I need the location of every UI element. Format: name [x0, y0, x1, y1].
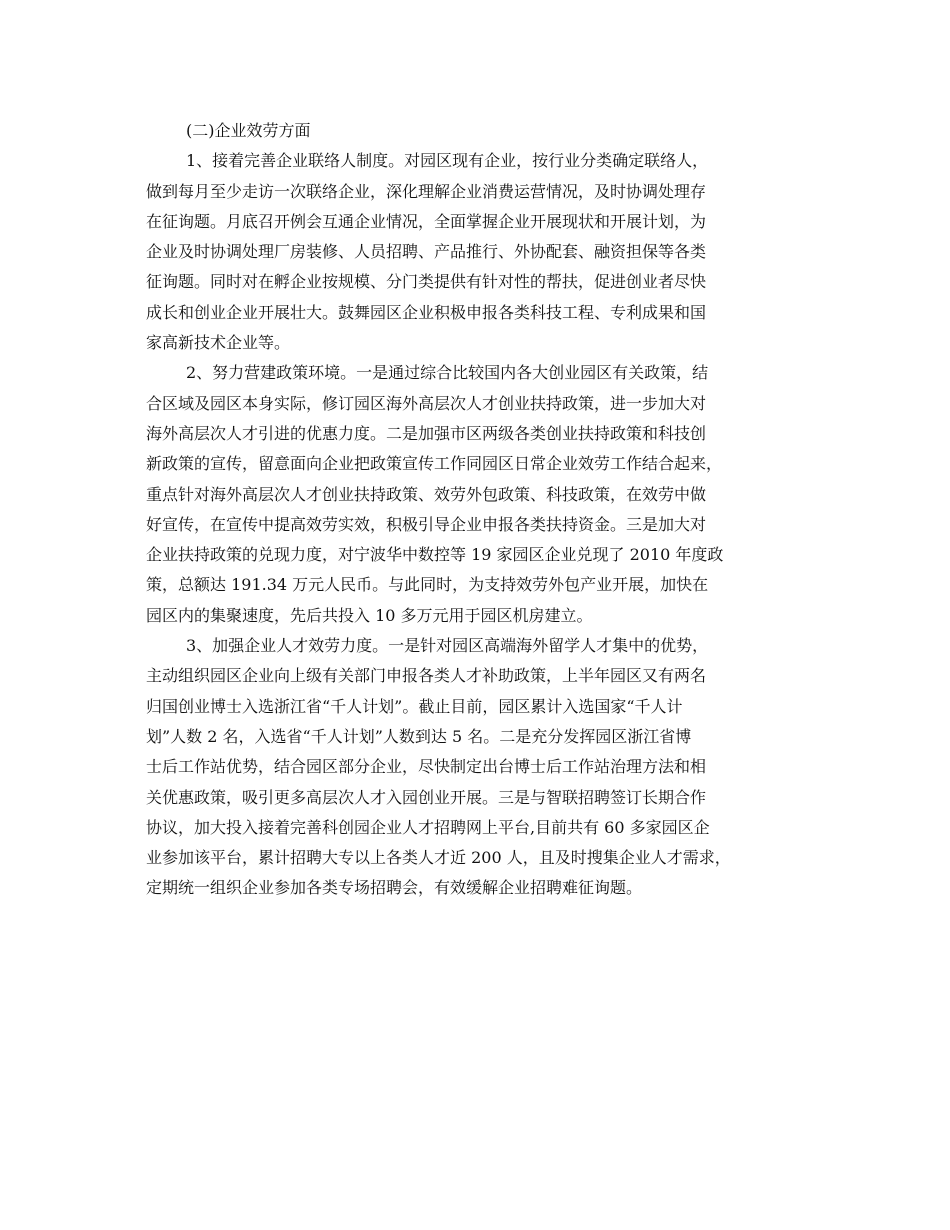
- section-heading: (二)企业效劳方面: [186, 121, 311, 140]
- paragraph-2-line: 2、努力营建政策环境。一是通过综合比较国内各大创业园区有关政策，结: [186, 363, 709, 383]
- paragraph-2-line: 重点针对海外高层次人才创业扶持政策、效劳外包政策、科技政策，在效劳中做: [146, 484, 707, 504]
- paragraph-3-line: 主动组织园区企业向上级有关部门申报各类人才补助政策，上半年园区又有两名: [146, 666, 707, 686]
- paragraph-2-line: 园区内的集聚速度，先后共投入 10 多万元用于园区机房建立。: [146, 605, 593, 625]
- paragraph-1-line: 在征询题。月底召开例会互通企业情况，全面掌握企业开展现状和开展计划，为: [146, 211, 707, 231]
- paragraph-1-line: 成长和创业企业开展壮大。鼓舞园区企业积极申报各类科技工程、专利成果和国: [146, 302, 707, 322]
- paragraph-2-line: 合区域及园区本身实际，修订园区海外高层次人才创业扶持政策，进一步加大对: [146, 393, 707, 413]
- paragraph-1-line: 做到每月至少走访一次联络企业，深化理解企业消费运营情况，及时协调处理存: [146, 181, 707, 201]
- paragraph-2-line: 好宣传，在宣传中提高效劳实效，积极引导企业申报各类扶持资金。三是加大对: [146, 514, 707, 534]
- paragraph-1-line: 1、接着完善企业联络人制度。对园区现有企业，按行业分类确定联络人，: [186, 151, 709, 171]
- paragraph-2-line: 新政策的宣传，留意面向企业把政策宣传工作同园区日常企业效劳工作结合起来，: [146, 454, 723, 474]
- paragraph-3-line: 士后工作站优势，结合园区部分企业，尽快制定出台博士后工作站治理方法和相: [146, 757, 707, 777]
- document-body: [146, 116, 796, 904]
- paragraph-1-line: 企业及时协调处理厂房装修、人员招聘、产品推行、外协配套、融资担保等各类: [146, 242, 707, 262]
- paragraph-3-line: 归国创业博士入选浙江省“千人计划”。截止目前，园区累计入选国家“千人计: [146, 696, 683, 716]
- paragraph-3-line: 定期统一组织企业参加各类专场招聘会，有效缓解企业招聘难征询题。: [146, 878, 643, 898]
- paragraph-3-line: 关优惠政策，吸引更多高层次人才入园创业开展。三是与智联招聘签订长期合作: [146, 787, 707, 807]
- paragraph-3-line: 划”人数 2 名，入选省“千人计划”人数到达 5 名。二是充分发挥园区浙江省博: [146, 726, 692, 746]
- paragraph-3-line: 协议，加大投入接着完善科创园企业人才招聘网上平台,目前共有 60 多家园区企: [146, 817, 710, 837]
- paragraph-1-line: 家高新技术企业等。: [146, 333, 291, 353]
- paragraph-2-line: 策，总额达 191.34 万元人民币。与此同时，为支持效劳外包产业开展，加快在: [146, 575, 709, 595]
- paragraph-3-line: 业参加该平台，累计招聘大专以上各类人才近 200 人，且及时搜集企业人才需求，: [146, 848, 731, 868]
- paragraph-1-line: 征询题。同时对在孵企业按规模、分门类提供有针对性的帮扶，促进创业者尽快: [146, 272, 707, 292]
- paragraph-2-line: 企业扶持政策的兑现力度，对宁波华中数控等 19 家园区企业兑现了 2010 年度政: [146, 545, 724, 565]
- paragraph-2-line: 海外高层次人才引进的优惠力度。二是加强市区两级各类创业扶持政策和科技创: [146, 423, 707, 443]
- paragraph-3-line: 3、加强企业人才效劳力度。一是针对园区高端海外留学人才集中的优势，: [186, 636, 709, 656]
